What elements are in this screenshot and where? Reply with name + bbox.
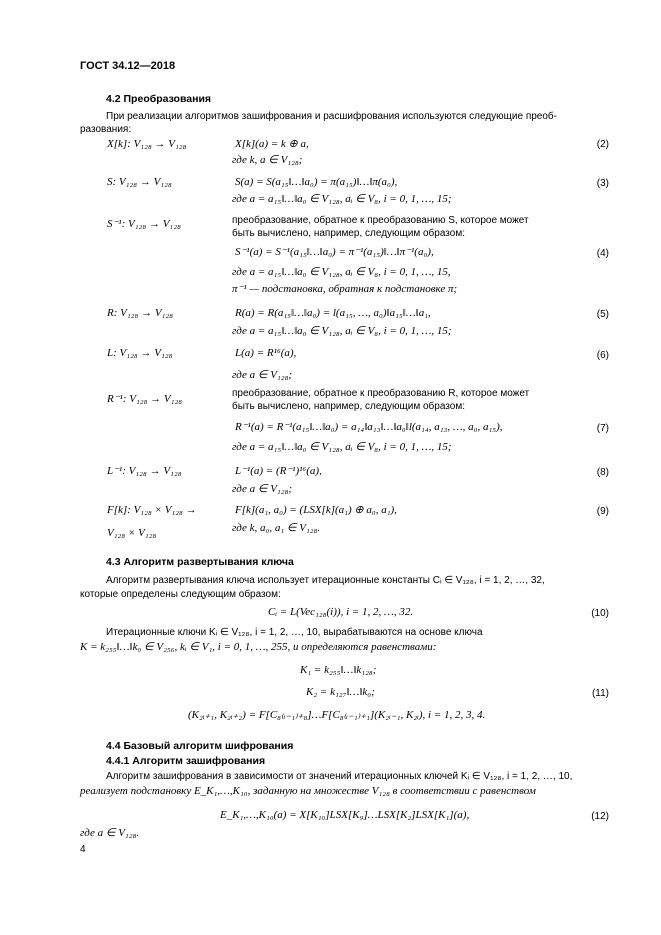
desc-r-inverse-1: преобразование, обратное к преобразованию R, которое может [232,388,530,399]
where-7: где a = a₁₅‖…‖a₀ ∈ V₁₂₈, aᵢ ∈ V₈, i = 0, 1, …, 15; [232,441,452,453]
where-2: где k, a ∈ V₁₂₈; [232,154,303,166]
section-heading-4-4: 4.4 Базовый алгоритм шифрования [106,740,294,752]
key-schedule-para-1-line-2: которые определены следующим образом: [80,589,281,600]
where-4: где a = a₁₅‖…‖a₀ ∈ V₁₂₈, aᵢ ∈ V₈, i = 0, 1, …, 15, [232,266,451,278]
map-f: F[k]: V₁₂₈ × V₁₂₈ → [107,504,197,516]
where-5: где a = a₁₅‖…‖a₀ ∈ V₁₂₈, aᵢ ∈ V₈, i = 0, 1, …, 15; [232,325,452,337]
equation-number-5: (5) [596,309,609,320]
equation-number-8: (8) [596,467,609,478]
document-header: ГОСТ 34.12—2018 [80,60,176,72]
formula-9: F[k](a₁, a₀) = (LSX[k](a₁) ⊕ a₀, a₁), [235,504,397,516]
equation-number-6: (6) [596,350,609,361]
map-r-inverse: R⁻¹: V₁₂₈ → V₁₂₈ [107,393,183,405]
encryption-para-line-2: реализует подстановку E_K₁,…,K₁₀, заданную на множестве V₁₂₈ в соответствии с равенством [80,785,536,797]
where-3: где a = a₁₅‖…‖a₀ ∈ V₁₂₈, aᵢ ∈ V₈, i = 0, 1, …, 15; [232,193,452,205]
intro-line-2: разования: [80,124,132,135]
section-heading-4-3: 4.3 Алгоритм развертывания ключа [106,556,294,568]
equation-number-7: (7) [596,423,609,434]
where-6: где a ∈ V₁₂₈; [232,369,293,381]
formula-12: E_K₁,…,K₁₀(a) = X[K₁₀]LSX[K₉]…LSX[K₂]LSX[K₁](a), [220,809,470,821]
equation-number-12: (12) [591,811,609,822]
map-r: R: V₁₂₈ → V₁₂₈ [107,307,174,319]
formula-11-a: K₁ = k₂₅₅‖…‖k₁₂₈; [300,664,377,676]
map-l-inverse: L⁻¹: V₁₂₈ → V₁₂₈ [107,465,182,477]
desc-s-inverse-2: быть вычислено, например, следующим образом: [232,228,465,239]
desc-s-inverse-1: преобразование, обратное к преобразованию S, которое может [232,215,529,226]
equation-number-9: (9) [596,506,609,517]
formula-8: L⁻¹(a) = (R⁻¹)¹⁶(a), [235,465,322,477]
formula-10: Cᵢ = L(Vec₁₂₈(i)), i = 1, 2, …, 32. [268,606,414,618]
equation-number-11: (11) [591,688,609,699]
formula-3: S(a) = S(a₁₅‖…‖a₀) = π(a₁₅)‖…‖π(a₀), [235,176,398,188]
intro-line-1: При реализации алгоритмов зашифрования и расшифрования используются следующие преоб- [106,111,557,122]
formula-5: R(a) = R(a₁₅‖…‖a₀) = l(a₁₅, …, a₀)‖a₁₅‖…‖a₁, [235,307,431,319]
key-schedule-para-2-line-2: K = k₂₅₅‖…‖k₀ ∈ V₂₅₆, kᵢ ∈ V₁, i = 0, 1, …, 255, и определяются равенствами: [80,641,437,653]
equation-number-3: (3) [596,178,609,189]
map-x: X[k]: V₁₂₈ → V₁₂₈ [107,138,187,150]
map-s: S: V₁₂₈ → V₁₂₈ [107,176,172,188]
where-12: где a ∈ V₁₂₈. [80,827,140,839]
equation-number-4: (4) [596,248,609,259]
map-f-codomain: V₁₂₈ × V₁₂₈ [107,527,157,539]
encryption-para-line-1: Алгоритм зашифрования в зависимости от значений итерационных ключей Kᵢ ∈ V₁₂₈, i = 1, 2, …, 10, [106,771,573,782]
formula-2: X[k](a) = k ⊕ a, [235,138,309,150]
where-8: где a ∈ V₁₂₈; [232,483,293,495]
desc-r-inverse-2: быть вычислено, например, следующим образом: [232,401,465,412]
map-l: L: V₁₂₈ → V₁₂₈ [107,347,173,359]
section-heading-4-2: 4.2 Преобразования [106,93,212,105]
key-schedule-para-2-line-1: Итерационные ключи Kᵢ ∈ V₁₂₈, i = 1, 2, …, 10, вырабатываются на основе ключа [106,627,483,638]
formula-4: S⁻¹(a) = S⁻¹(a₁₅‖…‖a₀) = π⁻¹(a₁₅)‖…‖π⁻¹(a₀), [235,246,434,258]
note-pi-inverse: π⁻¹ — подстановка, обратная к подстановке π; [232,283,458,295]
page-number: 4 [80,844,86,855]
formula-6: L(a) = R¹⁶(a), [235,347,297,359]
key-schedule-para-1-line-1: Алгоритм развертывания ключа использует итерационные константы Cᵢ ∈ V₁₂₈, i = 1, 2, …, 32, [106,575,545,586]
formula-11-b: K₂ = k₁₂₇‖…‖k₀; [306,686,375,698]
equation-number-2: (2) [596,139,609,150]
equation-number-10: (10) [591,608,609,619]
formula-11-c: (K₂ᵢ₊₁, K₂ᵢ₊₂) = F[C₈₍ᵢ₋₁₎₊₈]…F[C₈₍ᵢ₋₁₎₊₁](K₂ᵢ₋₁, K₂ᵢ), i = 1, 2, 3, 4. [188,709,486,721]
formula-7: R⁻¹(a) = R⁻¹(a₁₅‖…‖a₀) = a₁₄‖a₁₃‖…‖a₀‖l(a₁₄, a₁₃, …, a₀, a₁₅), [235,421,503,433]
where-9: где k, a₀, a₁ ∈ V₁₂₈. [232,522,321,534]
map-s-inverse: S⁻¹: V₁₂₈ → V₁₂₈ [107,218,181,230]
section-heading-4-4-1: 4.4.1 Алгоритм зашифрования [106,755,266,767]
